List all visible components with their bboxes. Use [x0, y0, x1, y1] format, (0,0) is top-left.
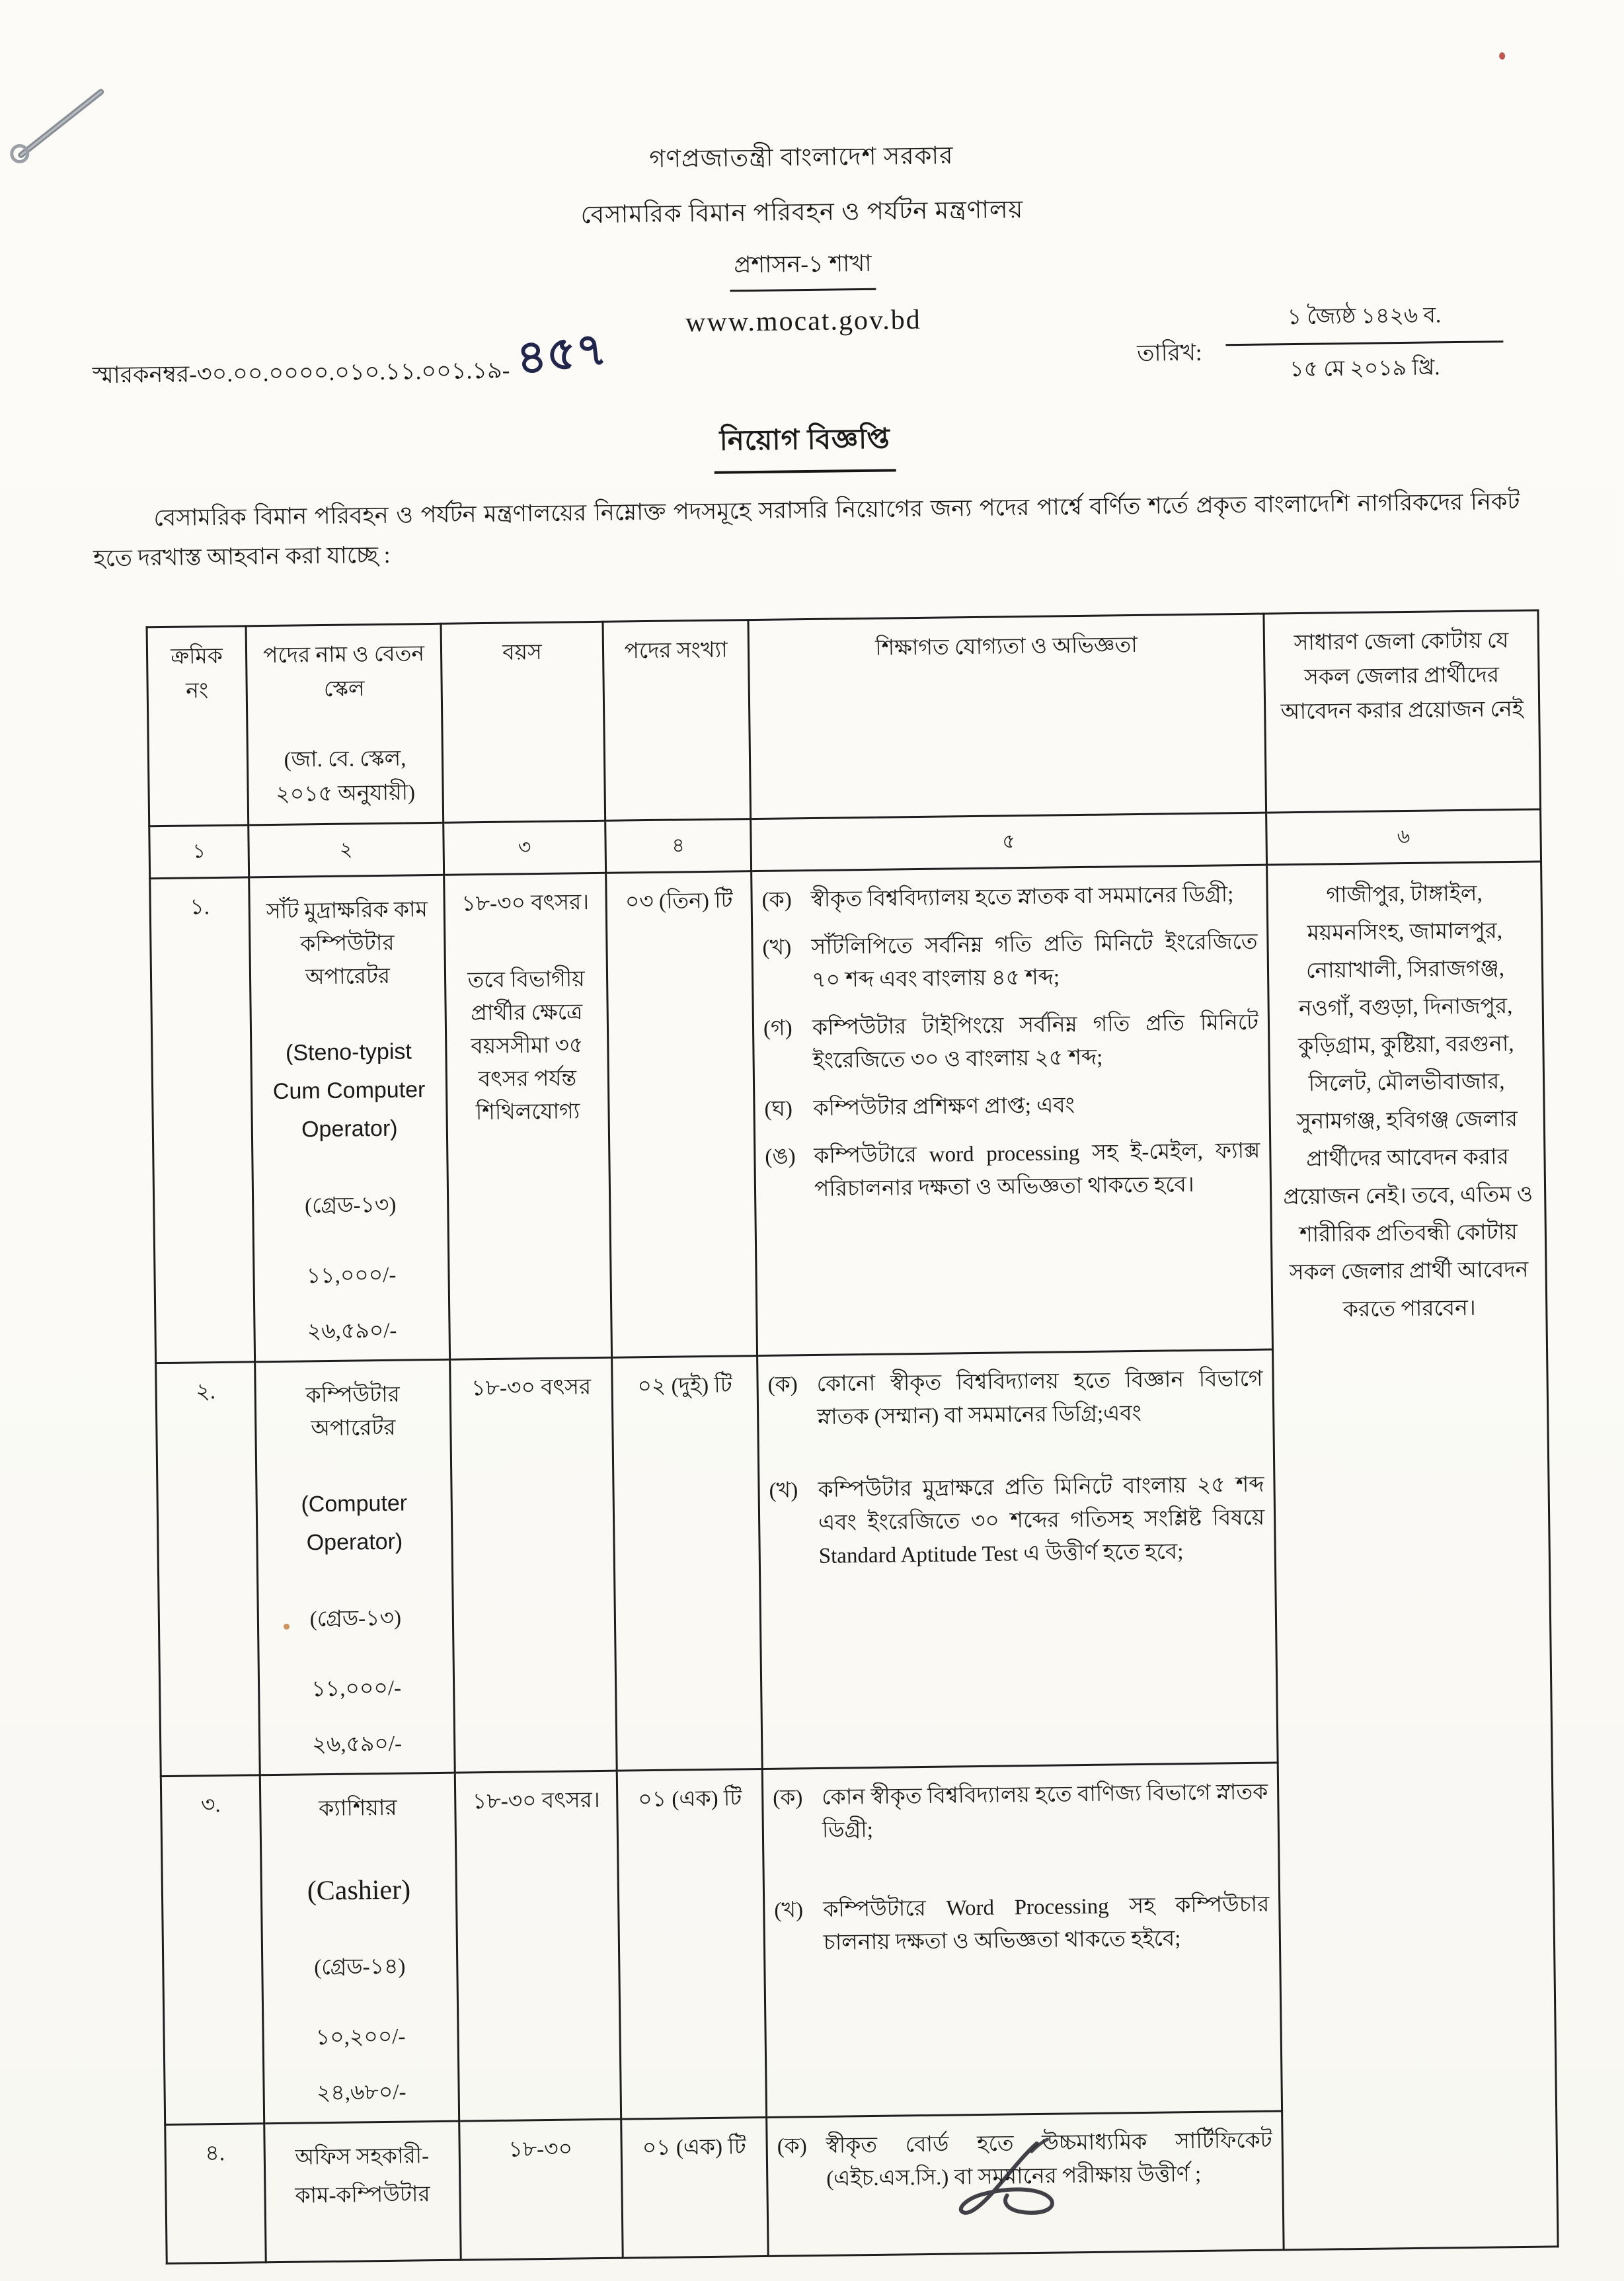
qualification-item: (খ) কম্পিউটার মুদ্রাক্ষরে প্রতি মিনিটে বাংলায় ২৫ শব্দ এবং ইংরেজিতে ৩০ শব্দের গতিসহ সংশ্লিষ্ট বিষয়ে Standard Aptitude Test এ উত্তীর্ণ হতে হবে; [769, 1472, 1265, 1568]
section-name: প্রশাসন-১ শাখা [730, 245, 876, 292]
row1-post-count: ০৩ (তিন) টি [606, 871, 757, 1358]
row1-serial: ১. [150, 877, 255, 1363]
age-relaxation-note: তবে বিভাগীয় প্রার্থীর ক্ষেত্রে বয়সসীমা ৩৫ বৎসর পর্যন্ত শিথিলযোগ্য [467, 967, 585, 1125]
date-gregorian: ১৫ মে ২০১৯ খ্রি. [1290, 356, 1440, 382]
memo-row [92, 290, 1504, 409]
table-header-row [147, 610, 1541, 826]
salary-end: ২৬,৫৯০/- [312, 1732, 403, 1757]
post-grade: (গ্রেড-১৩) [304, 1193, 397, 1219]
qualification-item: (খ) কম্পিউটারে Word Processing সহ কম্পিউচার চালনায় দক্ষতা ও অভিজ্ঞতা থাকতে হইবে; [774, 1892, 1270, 1955]
qualification-item: (ঘ) কম্পিউটার প্রশিক্ষণ প্রাপ্ত; এবং [764, 1094, 1075, 1121]
salary-end: ২৬,৫৯০/- [307, 1318, 397, 1344]
post-name: সাঁট মুদ্রাক্ষরিক কাম কম্পিউটার অপারেটর [266, 898, 428, 990]
salary-start: ১০,২০০/- [315, 2024, 406, 2050]
post-name: কম্পিউটার অপারেটর [305, 1382, 401, 1441]
memo-number-line [92, 301, 607, 409]
row4-qualifications [767, 2111, 1284, 2257]
col-header-count: পদের সংখ্যা [603, 620, 751, 821]
row3-age-cell [455, 1771, 621, 2121]
col-number-6: ৬ [1266, 809, 1541, 865]
col-header-age: বয়স [441, 621, 605, 822]
col-header-serial: ক্রমিক নং [147, 626, 249, 826]
qualification-item: (ক) স্বীকৃত বোর্ড হতে উচ্চমাধ্যমিক সার্টিফিকেট (এইচ.এস.সি.) বা সমমানের পরীক্ষায় উত্তীর্ণ ; [777, 2128, 1272, 2191]
notice-title-wrap [0, 408, 1617, 483]
row1-age-cell [444, 873, 612, 1359]
intro-paragraph: বেসামরিক বিমান পরিবহন ও পর্যটন মন্ত্রণালয়ের নিম্নোক্ত পদসমূহে সরাসরি নিয়োগের জন্য পদের পার্শ্বে বর্ণিত শর্তে প্রকৃত বাংলাদেশি নাগরিকদের নিকট হতে দরখাস্ত আহবান করা যাচ্ছে : [93, 488, 1520, 572]
qualification-item: (ক) কোনো স্বীকৃত বিশ্ববিদ্যালয় হতে বিজ্ঞান বিভাগে স্নাতক (সম্মান) বা সমমানের ডিগ্রি;এবং [767, 1367, 1263, 1429]
salary-start: ১১,০০০/- [306, 1263, 397, 1289]
col-number-5: ৫ [751, 813, 1267, 871]
row4-post-count: ০১ (এক) টি [621, 2117, 769, 2258]
row2-age-cell [450, 1357, 617, 1773]
salary-end: ২৪,৬৮০/- [316, 2080, 406, 2106]
age-range: ১৮-৩০ বৎসর। [472, 1788, 600, 1814]
age-range: ১৮-৩০ [508, 2137, 573, 2162]
row4-age-cell [459, 2119, 623, 2260]
col-number-2: ২ [249, 822, 444, 877]
date-stack [1225, 297, 1504, 389]
memo-serial-handwritten: ৪৫৭ [513, 320, 609, 386]
row3-post-count: ০১ (এক) টি [617, 1769, 766, 2120]
col-header-qualification: শিক্ষাগত যোগ্যতা ও অভিজ্ঞতা [748, 614, 1266, 819]
row4-serial: ৪. [165, 2124, 266, 2264]
post-name-english: (Cashier) [307, 1874, 411, 1907]
qualification-item: (গ) কম্পিউটার টাইপিংয়ে সর্বনিম্ন গতি প্রতি মিনিটে ইংরেজিতে ৩০ ও বাংলায় ২৫ শব্দ; [763, 1010, 1259, 1073]
qualification-item: (ক) স্বীকৃত বিশ্ববিদ্যালয় হতে স্নাতক বা সমমানের ডিগ্রী; [761, 883, 1234, 912]
page-title: নিয়োগ বিজ্ঞপ্তি [714, 417, 896, 473]
col-header-post-scale: (জা. বে. স্কেল, ২০১৫ অনুযায়ী) [276, 746, 416, 807]
qualification-item: (খ) সাঁটলিপিতে সর্বনিম্ন গতি প্রতি মিনিটে ইংরেজিতে ৭০ শব্দ এবং বাংলায় ৪৫ শব্দ; [762, 930, 1258, 992]
row3-serial: ৩. [161, 1775, 264, 2125]
col-number-1: ১ [149, 825, 249, 879]
row4-post-cell [264, 2121, 461, 2262]
post-grade: (গ্রেড-১৩) [309, 1606, 402, 1632]
ministry-name: বেসামরিক বিমান পরিবহন ও পর্যটন মন্ত্রণালয় [580, 196, 1024, 229]
row1-post-cell [249, 875, 450, 1362]
recruitment-table [146, 610, 1559, 2265]
row3-post-cell [260, 1773, 459, 2124]
age-range: ১৮-৩০ বৎসর [471, 1375, 592, 1401]
qualification-item: (ঙ) কম্পিউটারে word processing সহ ই-মেইল, ফ্যাক্স পরিচালনার দক্ষতা ও অভিজ্ঞতা থাকতে হবে। [765, 1139, 1260, 1201]
row3-qualifications [762, 1763, 1282, 2117]
memo-number-label: স্মারকনম্বর-৩০.০০.০০০০.০১০.১১.০০১.১৯- [92, 357, 510, 389]
table-row-1 [150, 861, 1547, 1363]
government-name: গণপ্রজাতন্ত্রী বাংলাদেশ সরকার [649, 142, 954, 173]
row2-post-count: ০২ (দুই) টি [612, 1356, 763, 1771]
row2-qualifications [757, 1349, 1278, 1769]
post-grade: (গ্রেড-১৪) [314, 1954, 406, 1980]
salary-start: ১১,০০০/- [311, 1676, 402, 1702]
qualification-item: (ক) কোন স্বীকৃত বিশ্ববিদ্যালয় হতে বাণিজ্য বিভাগে স্নাতক ডিগ্রী; [773, 1780, 1268, 1843]
post-name: ক্যাশিয়ার [318, 1796, 397, 1821]
post-name: অফিস সহকারী- [295, 2144, 430, 2170]
col-header-post-title: পদের নাম ও বেতন স্কেল [262, 642, 425, 701]
district-quota-note: গাজীপুর, টাঙ্গাইল, ময়মনসিংহ, জামালপুর, নোয়াখালী, সিরাজগঞ্জ, নওগাঁ, বগুড়া, দিনাজপুর, কুড়িগ্রাম, কুষ্টিয়া, বরগুনা, সিলেট, মৌলভীবাজার, সুনামগঞ্জ, হবিগঞ্জ জেলার প্রার্থীদের আবেদন করার প্রয়োজন নেই। তবে, এতিম ও শারীরিক প্রতিবন্ধী কোটায় সকল জেলার প্রার্থী আবেদন করতে পারবেন। [1267, 861, 1559, 2250]
post-name-english: (Steno-typist Cum Computer Operator) [272, 1039, 426, 1142]
row2-post-cell [255, 1359, 455, 1775]
col-number-3: ৩ [444, 820, 606, 875]
col-number-4: ৪ [605, 819, 752, 873]
col-header-district-quota: সাধারণ জেলা কোটায় যে সকল জেলার প্রার্থীদের আবেদন করার প্রয়োজন নেই [1264, 610, 1541, 813]
scan-speck [1499, 52, 1505, 60]
post-name-english: (Computer Operator) [301, 1490, 408, 1556]
row1-qualifications [752, 865, 1273, 1355]
date-block [1136, 290, 1504, 391]
date-label: তারিখ: [1136, 339, 1202, 366]
age-range: ১৮-৩০ বৎসর। [461, 891, 590, 916]
row2-serial: ২. [156, 1362, 260, 1777]
website-url: www.mocat.gov.bd [685, 304, 922, 339]
date-bangla: ১ জ্যৈষ্ঠ ১৪২৬ ব. [1287, 303, 1442, 330]
col-header-post [246, 623, 444, 825]
post-name: কাম-কম্পিউটার [295, 2182, 430, 2208]
